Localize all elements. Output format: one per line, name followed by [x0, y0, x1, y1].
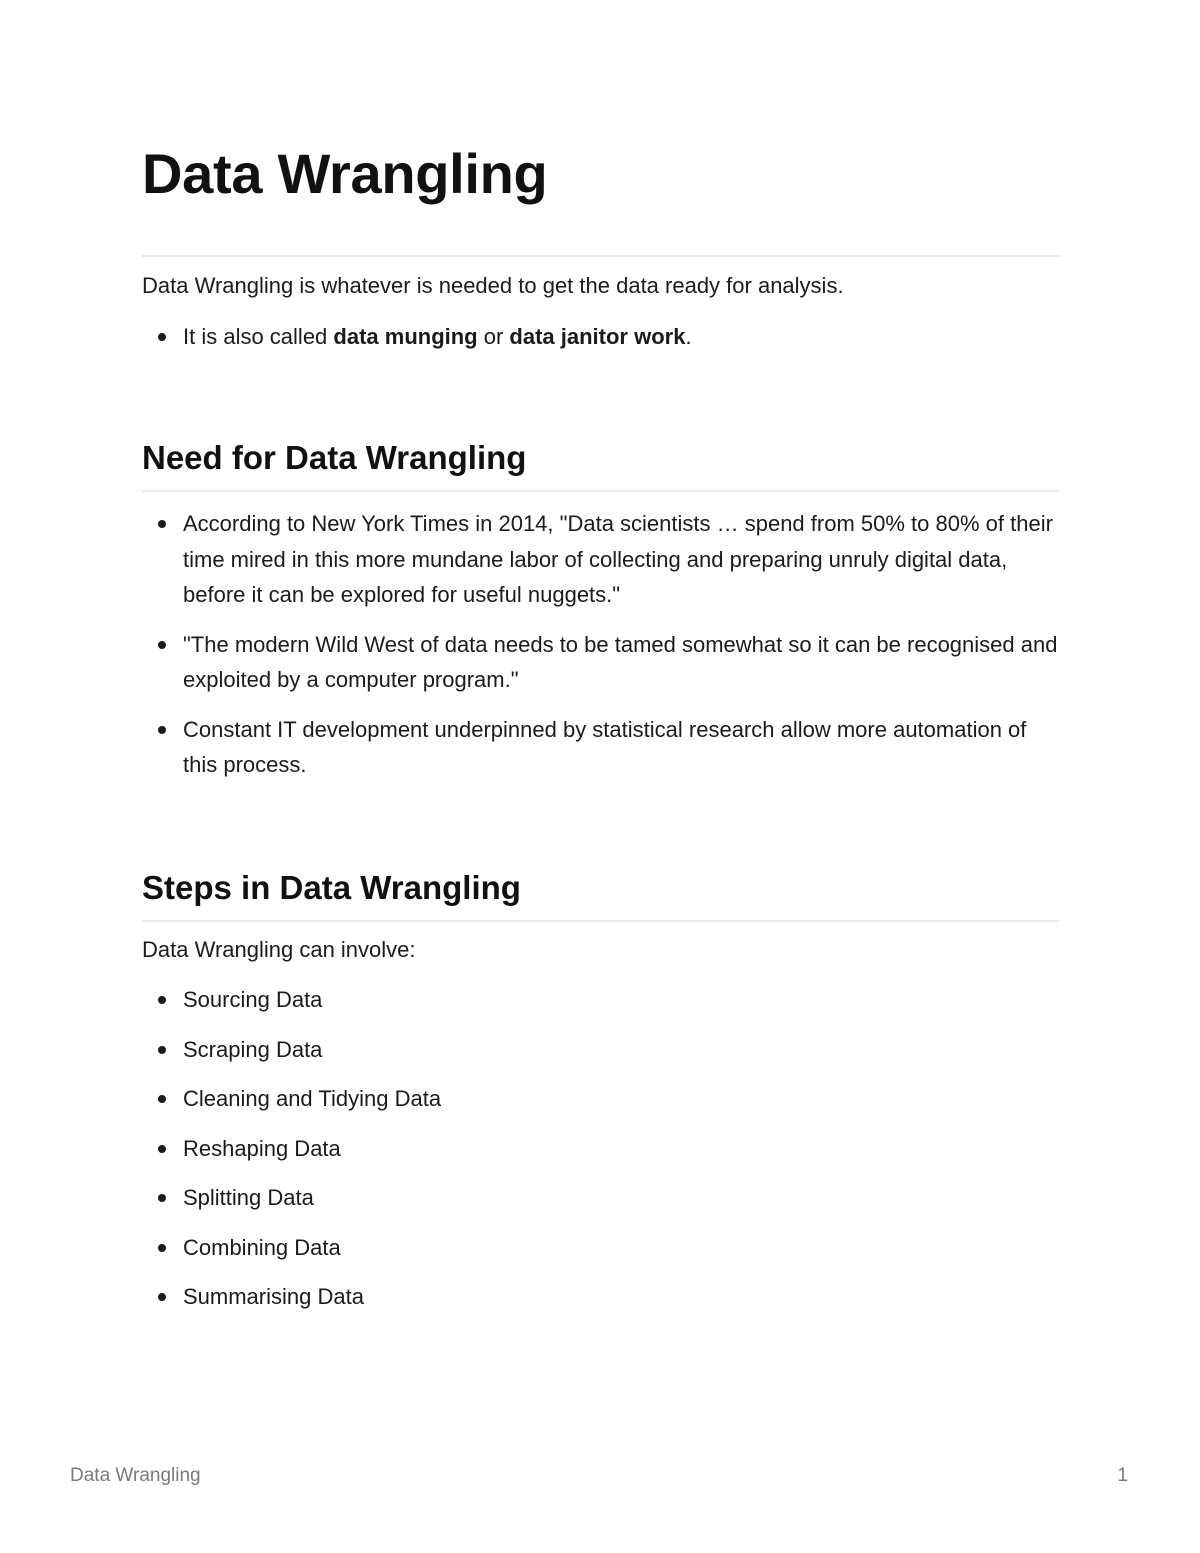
bullet-icon	[158, 333, 166, 341]
bullet-icon	[158, 1046, 166, 1054]
bullet-text: Summarising Data	[183, 1284, 364, 1309]
footer-title: Data Wrangling	[70, 1465, 201, 1486]
bullet-icon	[158, 1095, 166, 1103]
bullet-text: or	[477, 324, 510, 349]
bullet-text: It is also called	[183, 324, 334, 349]
list-item	[142, 1032, 1059, 1068]
list-item	[142, 982, 1059, 1018]
list-item	[142, 319, 1059, 355]
list-item	[142, 1131, 1059, 1167]
bullet-icon	[158, 1145, 166, 1153]
bold-term: data munging	[333, 324, 478, 349]
bullet-icon	[158, 520, 166, 528]
bullet-icon	[158, 996, 166, 1004]
bullet-text: Scraping Data	[183, 1036, 323, 1062]
bullet-icon	[158, 1244, 166, 1252]
section-heading-need: Need for Data Wrangling	[142, 439, 527, 476]
section-divider	[142, 490, 1059, 492]
bullet-text: Cleaning and Tidying Data	[183, 1086, 442, 1111]
bullet-text: Combining Data	[183, 1234, 341, 1260]
list-item	[142, 506, 1059, 613]
steps-bullet-list	[142, 982, 1059, 1315]
bullet-text: According to New York Times in 2014, "Data scientists … spend from 50% to 80% of their time mired in this more mundane labor of collecting and preparing unruly digital data, before it can be explored for useful nuggets."	[183, 511, 1053, 607]
bullet-text: Splitting Data	[183, 1185, 314, 1210]
bullet-icon	[158, 1194, 166, 1202]
section-divider	[142, 920, 1059, 922]
list-item	[142, 1279, 1059, 1315]
title-divider	[142, 255, 1059, 257]
bold-term: data janitor work	[509, 324, 686, 349]
page-title: Data Wrangling	[142, 142, 548, 205]
list-item	[142, 1230, 1059, 1266]
intro-bullet-list	[142, 319, 1059, 355]
bullet-text: "The modern Wild West of data needs to be tamed somewhat so it can be recognised and exploited by a computer program."	[183, 631, 1058, 692]
bullet-text: Reshaping Data	[183, 1135, 341, 1161]
bullet-text: .	[685, 324, 692, 349]
section-heading-steps: Steps in Data Wrangling	[142, 869, 521, 906]
steps-intro: Data Wrangling can involve:	[142, 937, 416, 962]
bullet-icon	[158, 1293, 166, 1301]
need-bullet-list	[142, 506, 1059, 783]
list-item	[142, 1180, 1059, 1216]
page-number: 1	[1117, 1465, 1128, 1486]
intro-paragraph: Data Wrangling is whatever is needed to get the data ready for analysis.	[142, 273, 844, 298]
bullet-text: Sourcing Data	[183, 987, 323, 1012]
bullet-text: Constant IT development underpinned by statistical research allow more automation of this process.	[183, 716, 1027, 777]
bullet-icon	[158, 641, 166, 649]
bullet-icon	[158, 726, 166, 734]
list-item	[142, 627, 1059, 698]
list-item	[142, 1081, 1059, 1117]
list-item	[142, 712, 1059, 783]
